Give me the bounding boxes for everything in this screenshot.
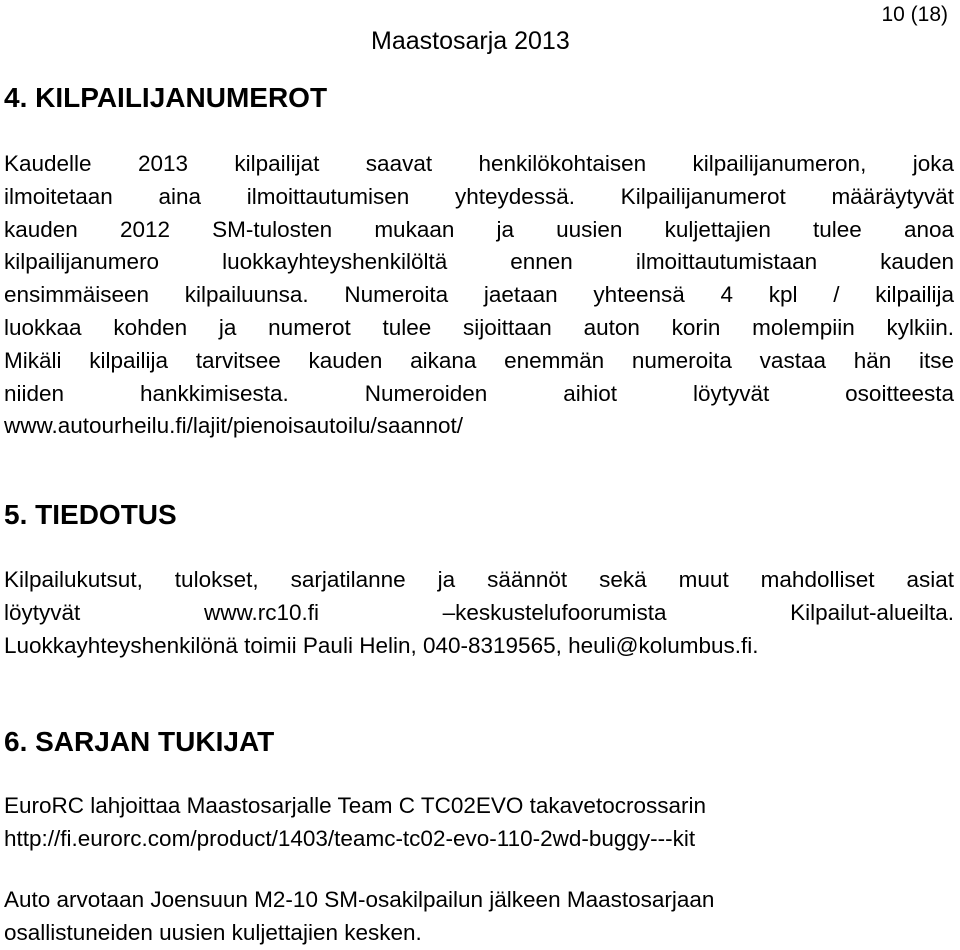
section-4 xyxy=(4,80,327,116)
text-line: Kilpailukutsut, tulokset, sarjatilanne ja säännöt sekä muut mahdolliset asiat xyxy=(4,567,954,592)
section-heading: 5. TIEDOTUS xyxy=(4,499,177,530)
text-line: kauden 2012 SM-tulosten mukaan ja uusien kuljettajien tulee anoa xyxy=(4,216,954,242)
section-6 xyxy=(4,724,274,760)
section-6-paragraph-1 xyxy=(4,790,954,856)
eurorc-product-link[interactable]: http://fi.eurorc.com/product/1403/teamc-tc02-evo-110-2wd-buggy---kit xyxy=(4,825,696,851)
section-heading: 4. KILPAILIJANUMEROT xyxy=(4,82,328,113)
text-line: Luokkayhteyshenkilönä toimii Pauli Helin, 040-8319565, heuli@kolumbus.fi. xyxy=(4,632,759,658)
text-line: Auto arvotaan Joensuun M2-10 SM-osakilpailun jälkeen Maastosarjaan xyxy=(4,887,715,912)
page-number: 10 (18) xyxy=(881,3,948,26)
text-line: Kaudelle 2013 kilpailijat saavat henkilökohtaisen kilpailijanumeron, joka xyxy=(4,151,954,176)
autourheilu-link[interactable]: www.autourheilu.fi/lajit/pienoisautoilu/saannot/ xyxy=(4,413,464,439)
text-line: osallistuneiden uusien kuljettajien kesken. xyxy=(4,919,422,945)
section-4-paragraph xyxy=(4,148,954,443)
text-line: EuroRC lahjoittaa Maastosarjalle Team C TC02EVO takavetocrossarin xyxy=(4,793,706,818)
section-heading: 6. SARJAN TUKIJAT xyxy=(4,726,275,757)
text-line: ilmoitetaan aina ilmoittautumisen yhteydessä. Kilpailijanumerot määräytyvät xyxy=(4,183,954,209)
section-5-paragraph xyxy=(4,564,954,662)
text-line: kilpailijanumero luokkayhteyshenkilöltä ennen ilmoittautumistaan kauden xyxy=(4,249,954,275)
series-title: Maastosarja 2013 xyxy=(371,27,570,55)
section-6-paragraph-2 xyxy=(4,884,954,950)
text-line: niiden hankkimisesta. Numeroiden aihiot löytyvät osoitteesta xyxy=(4,380,954,406)
text-line: luokkaa kohden ja numerot tulee sijoittaan auton korin molempiin kylkiin. xyxy=(4,314,954,340)
text-line: ensimmäiseen kilpailuunsa. Numeroita jaetaan yhteensä 4 kpl / kilpailija xyxy=(4,282,954,308)
text-line: löytyvät www.rc10.fi –keskustelufoorumista Kilpailut-alueilta. xyxy=(4,599,954,625)
text-line: Mikäli kilpailija tarvitsee kauden aikana enemmän numeroita vastaa hän itse xyxy=(4,347,954,373)
section-5 xyxy=(4,497,177,533)
